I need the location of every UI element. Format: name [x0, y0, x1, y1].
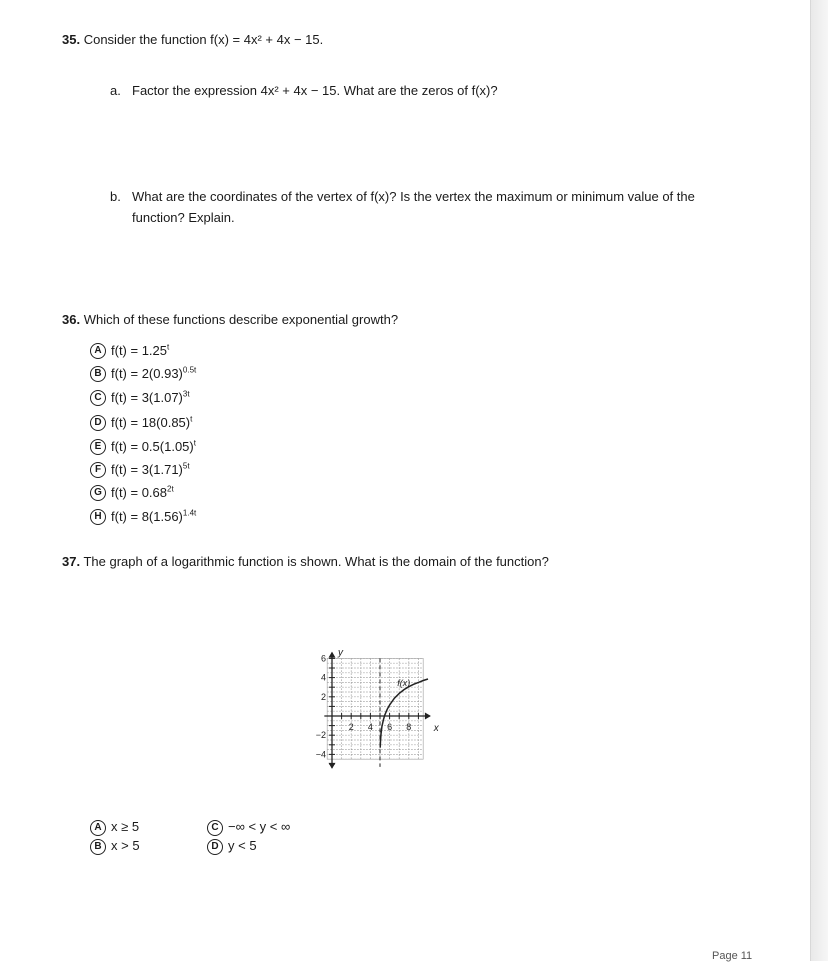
y-tick-label: 6 — [320, 653, 326, 664]
choice-formula: $f(t) = 8(1.56)^{1.4t}$ — [111, 508, 197, 524]
curve-label: f(x) — [397, 678, 411, 689]
question-35-number: 35. — [62, 32, 81, 47]
choice-formula: $f(t) = 18(0.85)^t$ — [111, 414, 193, 430]
question-35-text: Consider the function f(x) = 4x² + 4x − 15. — [83, 32, 324, 47]
answer-c[interactable] — [207, 817, 290, 837]
answer-text: y < 5 — [228, 838, 257, 853]
choice-letter-badge: G — [90, 485, 106, 501]
choice-letter-badge: E — [90, 439, 106, 455]
question-37-number: 37. — [62, 554, 81, 569]
choice-e[interactable] — [90, 435, 196, 457]
answer-text: x > 5 — [111, 838, 140, 853]
y-tick-label: 2 — [320, 691, 326, 702]
question-35-part-a — [110, 80, 498, 101]
choice-d[interactable] — [90, 411, 192, 433]
graph-axes — [324, 652, 431, 769]
page-edge-shadow — [810, 0, 828, 961]
log-function-graph — [290, 580, 550, 826]
part-a-text: Factor the expression 4x² + 4x − 15. What are the zeros of f(x)? — [132, 83, 498, 98]
question-35-part-b-continued — [132, 207, 235, 228]
x-axis-label: x — [433, 723, 439, 734]
answer-a[interactable] — [90, 817, 139, 837]
choice-formula: $f(t) = 0.5(1.05)^t$ — [111, 438, 196, 454]
graph-grid — [327, 658, 423, 759]
choice-formula: $f(t) = 0.68^{2t}$ — [111, 484, 174, 500]
x-tick-label: 8 — [406, 722, 412, 732]
question-37-text: The graph of a logarithmic function is shown. What is the domain of the function? — [83, 554, 549, 569]
choice-c[interactable] — [90, 386, 190, 408]
answer-d[interactable] — [207, 836, 257, 856]
answer-letter-badge: C — [207, 820, 223, 836]
answer-letter-badge: A — [90, 820, 106, 836]
choice-a[interactable] — [90, 339, 169, 361]
question-36-text: Which of these functions describe exponential growth? — [83, 312, 399, 327]
choice-f[interactable] — [90, 458, 190, 480]
choice-letter-badge: C — [90, 390, 106, 406]
choice-formula: $f(t) = 3(1.71)^{5t}$ — [111, 461, 190, 477]
x-tick-label: 6 — [387, 722, 393, 732]
question-36-number: 36. — [62, 312, 81, 327]
choice-g[interactable] — [90, 481, 174, 503]
part-b-label: b. — [110, 189, 121, 204]
x-axis-arrow — [425, 713, 431, 720]
answer-text: x ≥ 5 — [111, 819, 140, 834]
choice-h[interactable] — [90, 505, 196, 527]
choice-letter-badge: D — [90, 415, 106, 431]
page-footer: Page 11 — [712, 950, 753, 962]
x-tick-label: 4 — [367, 722, 373, 732]
choice-letter-badge: A — [90, 343, 106, 359]
y-tick-label: −2 — [315, 730, 326, 741]
answer-text: −∞ < y < ∞ — [228, 819, 291, 834]
choice-letter-badge: B — [90, 366, 106, 382]
part-b-line-1: What are the coordinates of the vertex of f(x)? Is the vertex the maximum or minimum value of the — [132, 189, 695, 204]
function-curve — [380, 679, 428, 748]
question-37 — [62, 552, 549, 572]
y-tick-label: 4 — [320, 672, 326, 683]
answer-letter-badge: D — [207, 839, 223, 855]
question-36 — [62, 310, 398, 330]
question-35 — [62, 30, 323, 50]
part-a-label: a. — [110, 83, 121, 98]
y-tick-label: −4 — [315, 749, 326, 760]
y-axis-label: y — [338, 647, 343, 659]
choice-letter-badge: H — [90, 509, 106, 525]
x-tick-label: 2 — [348, 722, 354, 732]
choice-letter-badge: F — [90, 462, 106, 478]
graph-labels — [316, 648, 440, 760]
part-b-line-2: function? Explain. — [132, 210, 235, 225]
choice-formula: $f(t) = 1.25^t$ — [111, 342, 170, 358]
answer-b[interactable] — [90, 836, 140, 856]
y-axis-arrow-up — [329, 652, 336, 658]
choice-formula: $f(t) = 2(0.93)^{0.5t}$ — [111, 365, 197, 381]
choice-b[interactable] — [90, 362, 196, 384]
choice-formula: $f(t) = 3(1.07)^{3t}$ — [111, 389, 190, 405]
question-35-part-b — [110, 186, 695, 207]
answer-letter-badge: B — [90, 839, 106, 855]
